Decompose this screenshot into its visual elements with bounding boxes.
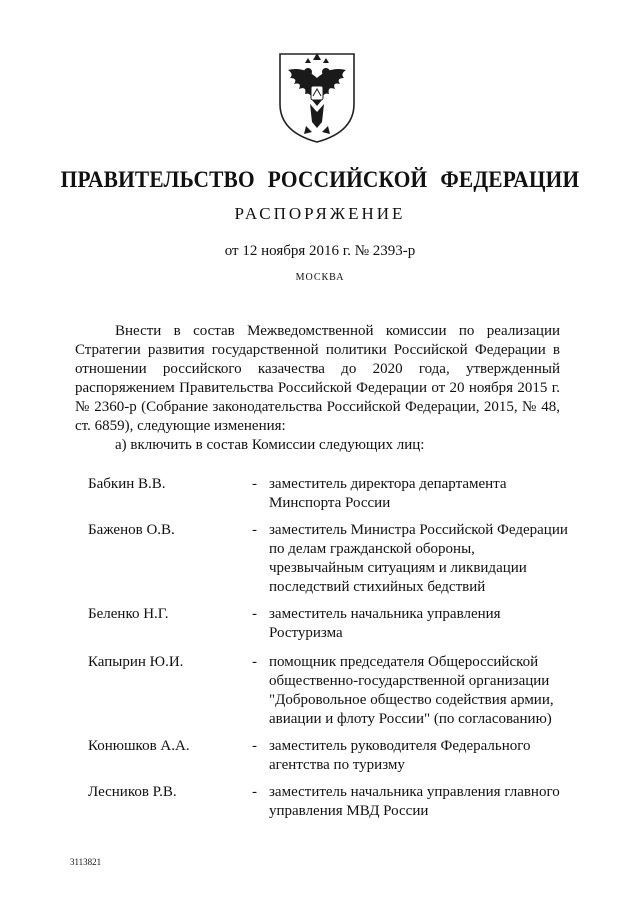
member-dash: - <box>252 654 257 670</box>
clause-a: а) включить в состав Комиссии следующих лиц: <box>115 437 425 453</box>
member-role: помощник председателя Общероссийской общественно-государственной организации "Добровольное общество содействия армии, авиации и флоту России" (по согласованию) <box>269 654 554 727</box>
member-name: Конюшков А.А. <box>88 738 190 754</box>
member-dash: - <box>252 606 257 622</box>
government-title: ПРАВИТЕЛЬСТВО РОССИЙСКОЙ ФЕДЕРАЦИИ <box>60 167 580 192</box>
member-role: заместитель директора департамента Минспорта России <box>269 476 507 511</box>
document-type: РАСПОРЯЖЕНИЕ <box>234 204 406 223</box>
member-dash: - <box>252 784 257 800</box>
document-city: МОСКВА <box>295 272 345 283</box>
document-body <box>75 322 560 455</box>
member-dash: - <box>252 522 257 538</box>
member-role: заместитель руководителя Федерального агентства по туризму <box>269 738 531 773</box>
member-role: заместитель начальника управления Ростуризма <box>269 606 501 641</box>
member-name: Бабкин В.В. <box>88 476 166 492</box>
coat-of-arms-icon <box>274 48 360 144</box>
document-date-number: от 12 ноября 2016 г. № 2393-р <box>224 243 416 259</box>
member-name: Баженов О.В. <box>88 522 175 538</box>
member-name: Лесников Р.В. <box>88 784 177 800</box>
member-role: заместитель Министра Российской Федерации по делам гражданской обороны, чрезвычайным ситуациям и ликвидации последствий стихийных бедствий <box>269 522 568 595</box>
member-dash: - <box>252 476 257 492</box>
member-dash: - <box>252 738 257 754</box>
member-role: заместитель начальника управления главного управления МВД России <box>269 784 560 819</box>
intro-paragraph: Внести в состав Межведомственной комиссии по реализации Стратегии развития государственной политики Российской Федерации в отношении российского казачества до 2020 года, утвержденный распоряжением Правительства Российской Федерации от 20 ноября 2015 г. № 2360-р (Собрание законодательства Российской Федерации, 2015, № 48, ст. 6859), следующие изменения: <box>75 323 560 434</box>
member-name: Беленко Н.Г. <box>88 606 169 622</box>
member-name: Капырин Ю.И. <box>88 654 184 670</box>
document-code: 3113821 <box>70 857 102 867</box>
